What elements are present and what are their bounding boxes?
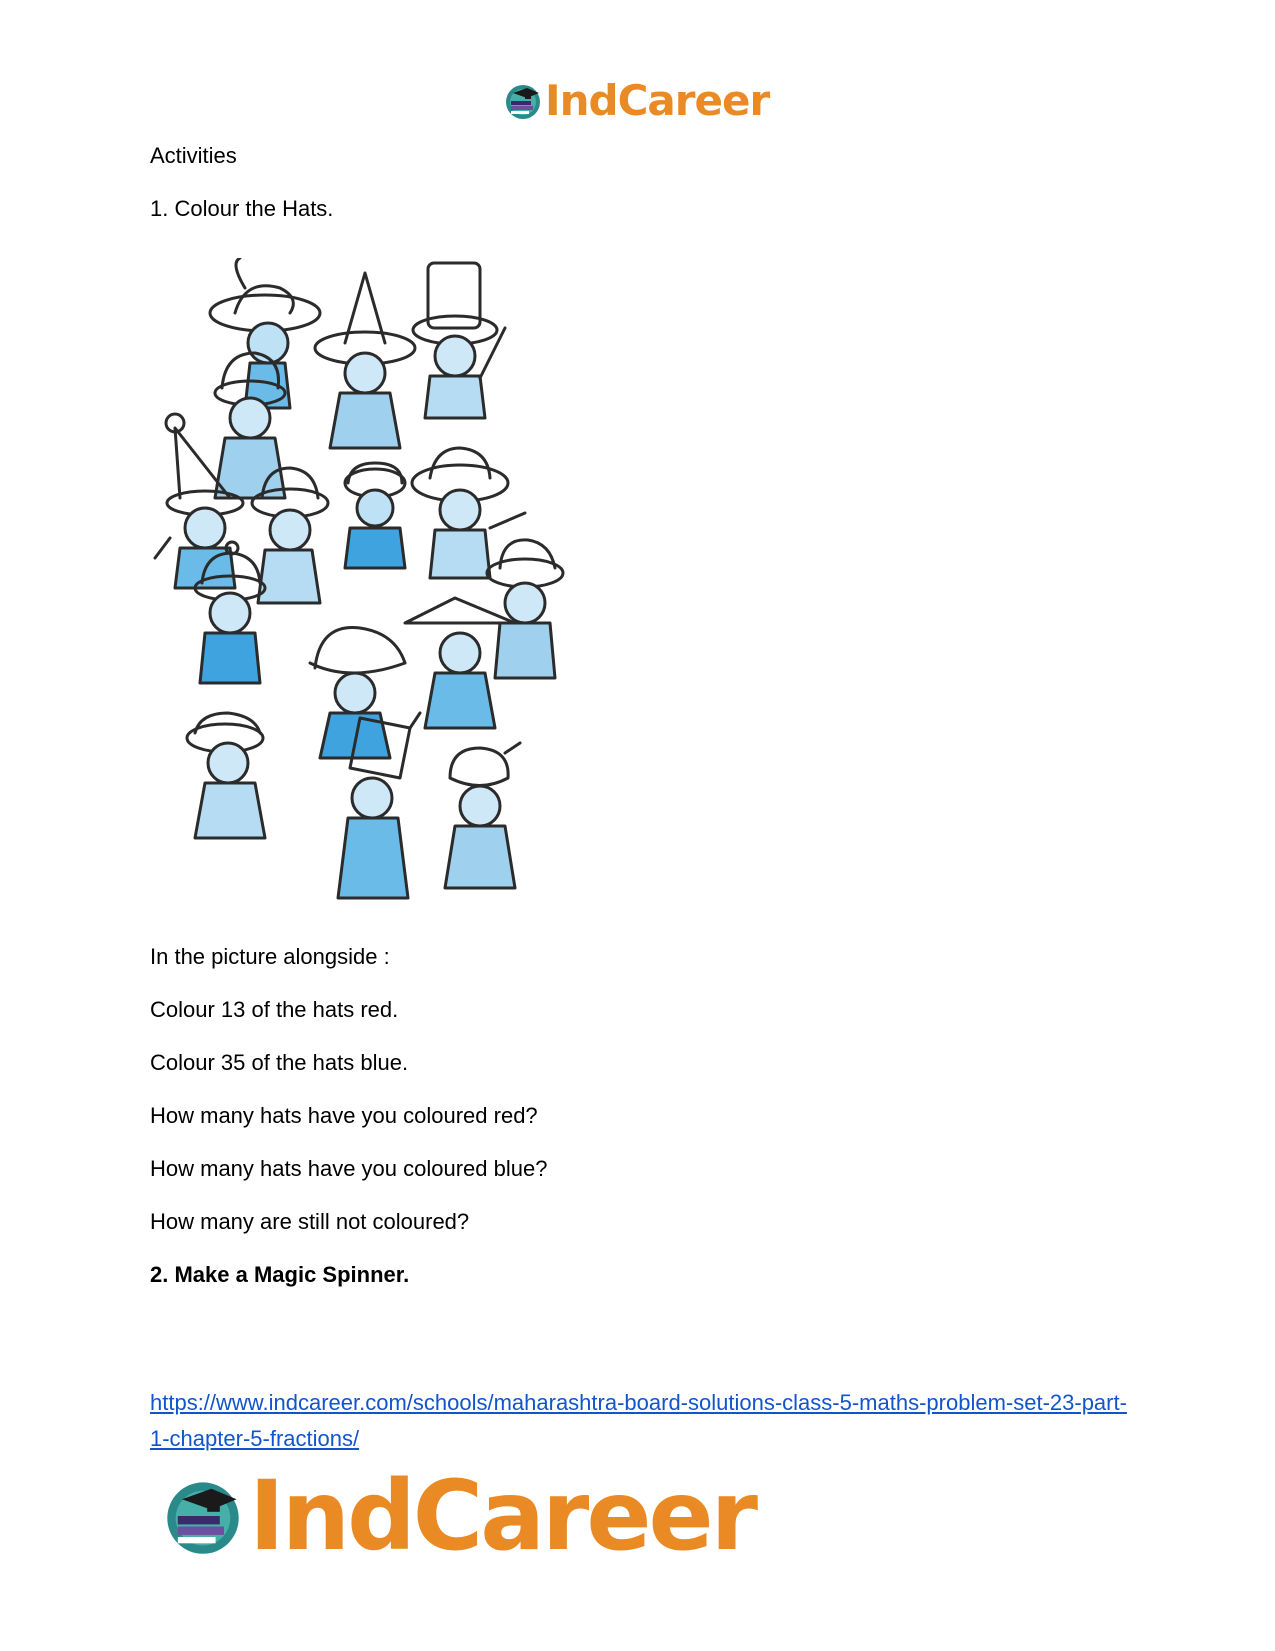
instruction-line: Colour 35 of the hats blue. <box>150 1050 409 1075</box>
activity-2-title: 2. Make a Magic Spinner. <box>150 1262 410 1287</box>
logo-text: IndCareer <box>545 76 770 125</box>
instruction-line: Colour 13 of the hats red. <box>150 997 399 1022</box>
activity-1-title: 1. Colour the Hats. <box>150 196 334 221</box>
instruction-line: In the picture alongside : <box>150 944 390 969</box>
section-title: Activities <box>150 143 237 168</box>
indcareer-logo-top <box>503 76 770 125</box>
indcareer-logo-bottom <box>161 1460 755 1572</box>
top-hat-child <box>413 263 505 418</box>
sun-hat-child <box>412 448 525 578</box>
nightcap-child <box>310 628 405 759</box>
children-hats-illustration <box>150 258 610 958</box>
fedora-child-right <box>487 540 563 678</box>
flat-cap-child <box>187 713 265 838</box>
witch-hat-child <box>315 273 415 448</box>
wool-hat-child <box>445 743 520 888</box>
graduation-globe-icon <box>161 1474 245 1558</box>
instruction-line: How many hats have you coloured blue? <box>150 1156 548 1181</box>
logo-text: IndCareer <box>249 1460 755 1572</box>
beret-child <box>345 463 405 568</box>
instruction-line: How many hats have you coloured red? <box>150 1103 538 1128</box>
source-link[interactable]: https://www.indcareer.com/schools/maharashtra-board-solutions-class-5-maths-problem-set-23-part-1-chapter-5-fractions/ <box>150 1390 1127 1451</box>
instruction-line: How many are still not coloured? <box>150 1209 470 1234</box>
graduation-globe-icon <box>503 81 543 121</box>
